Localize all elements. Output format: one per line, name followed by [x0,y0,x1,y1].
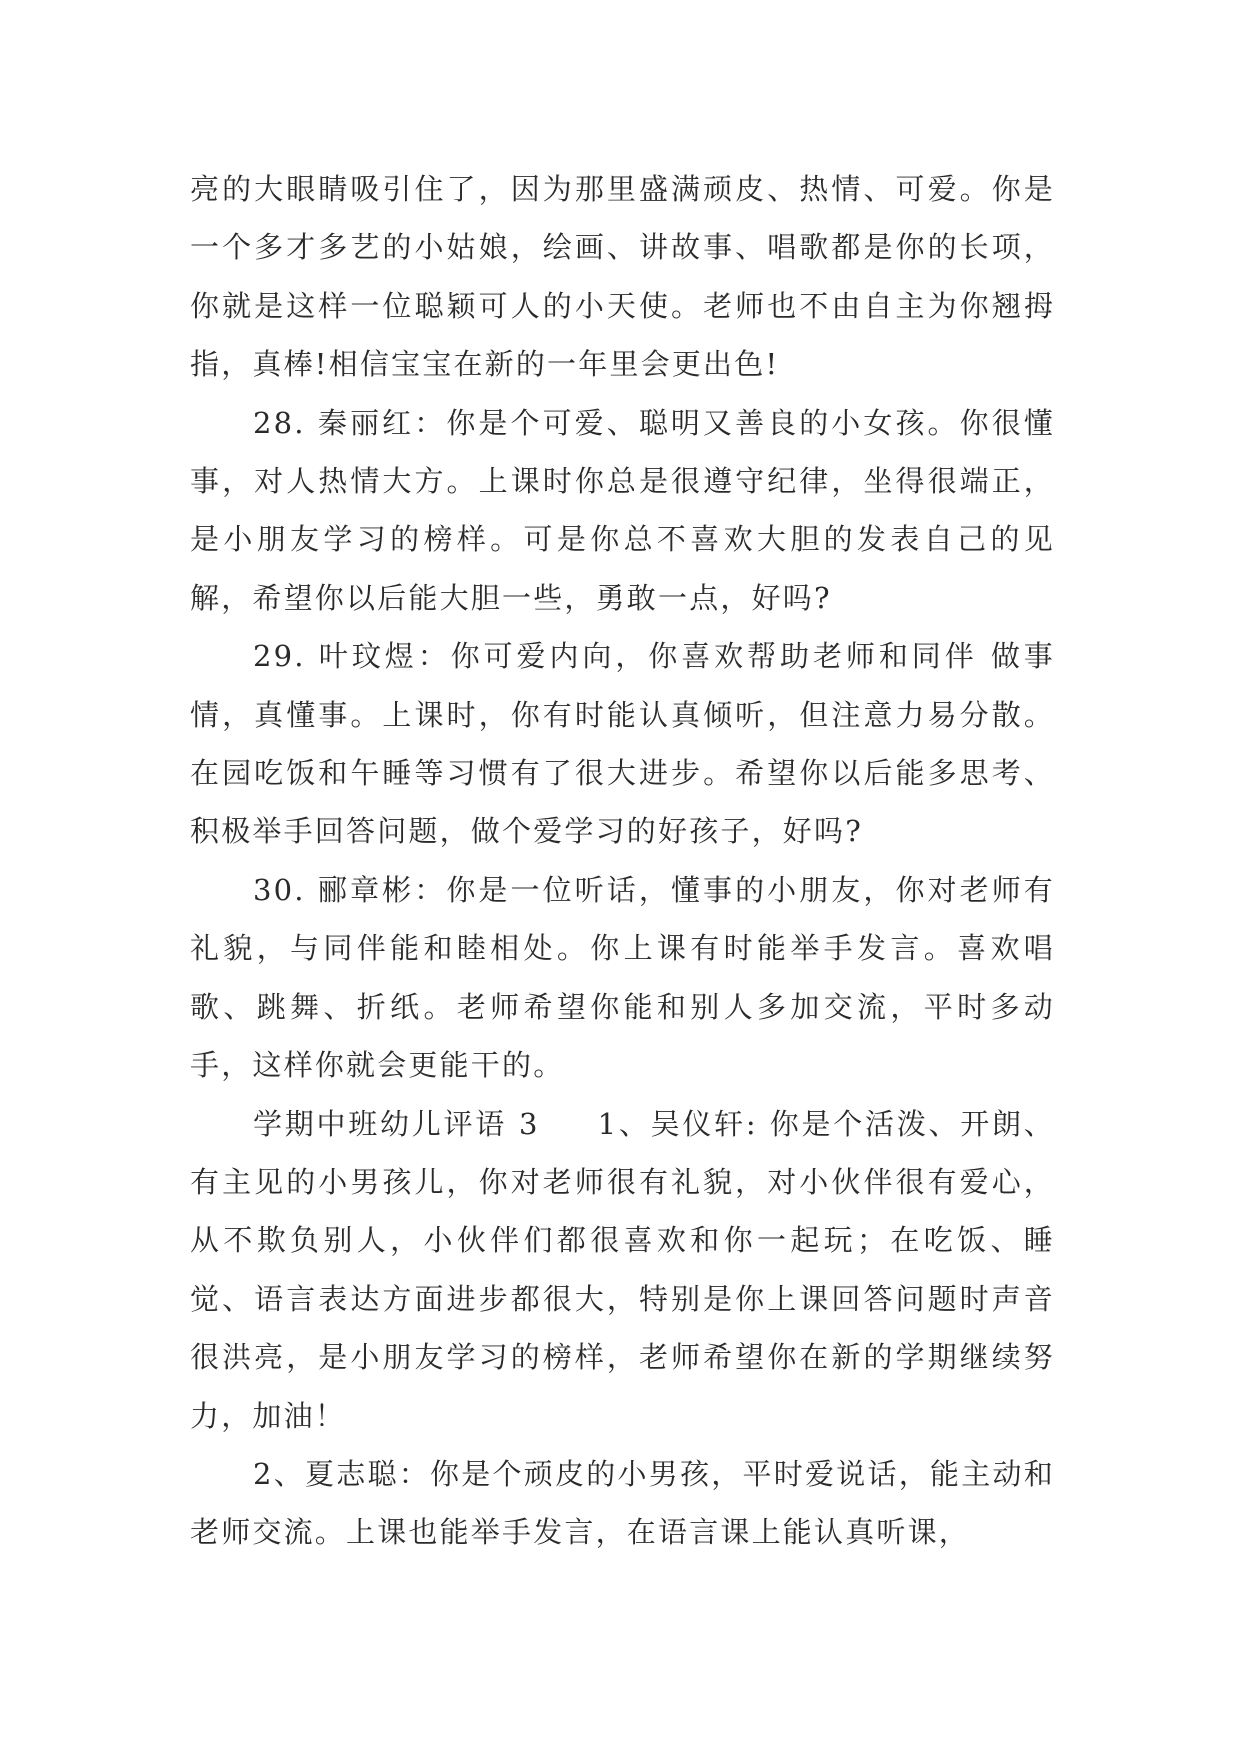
paragraph-entry-28: 28. 秦丽红：你是个可爱、聪明又善良的小女孩。你很懂事，对人热情大方。上课时你总是很遵守纪律，坐得很端正，是小朋友学习的榜样。可是你总不喜欢大胆的发表自己的见解，希望你以后能大胆一些，勇敢一点，好吗? [190,405,1055,615]
paragraph-continuation: 亮的大眼睛吸引住了，因为那里盛满顽皮、热情、可爱。你是一个多才多艺的小姑娘，绘画、讲故事、唱歌都是你的长项，你就是这样一位聪颖可人的小天使。老师也不由自主为你翘拇指，真棒!相信宝宝在新的一年里会更出色! [190,172,1055,382]
paragraph-entry-29: 29. 叶玟煜：你可爱内向，你喜欢帮助老师和同伴 做事情，真懂事。上课时，你有时能认真倾听，但注意力易分散。在园吃饭和午睡等习惯有了很大进步。希望你以后能多思考、积极举手回答问题，做个爱学习的好孩子，好吗? [190,639,1055,849]
paragraph-section-3 [190,1095,1055,1445]
section-title: 学期中班幼儿评语 3 [253,1106,540,1141]
document-body [190,160,1055,1562]
paragraph-entry-2: 2、夏志聪：你是个顽皮的小男孩，平时爱说话，能主动和老师交流。上课也能举手发言，在语言课上能认真听课， [190,1456,1055,1550]
paragraph-entry-30: 30. 郦章彬：你是一位听话，懂事的小朋友，你对老师有礼貌，与同伴能和睦相处。你上课有时能举手发言。喜欢唱歌、跳舞、折纸。老师希望你能和别人多加交流，平时多动手，这样你就会更能干的。 [190,872,1055,1083]
paragraph-entry-1: 1、吴仪轩: 你是个活泼、开朗、有主见的小男孩儿，你对老师很有礼貌，对小伙伴很有爱心，从不欺负别人，小伙伴们都很喜欢和你一起玩；在吃饭、睡觉、语言表达方面进步都很大，特别是你上课回答问题时声音很洪亮，是小朋友学习的榜样，老师希望你在新的学期继续努力，加油！ [190,1106,1056,1433]
